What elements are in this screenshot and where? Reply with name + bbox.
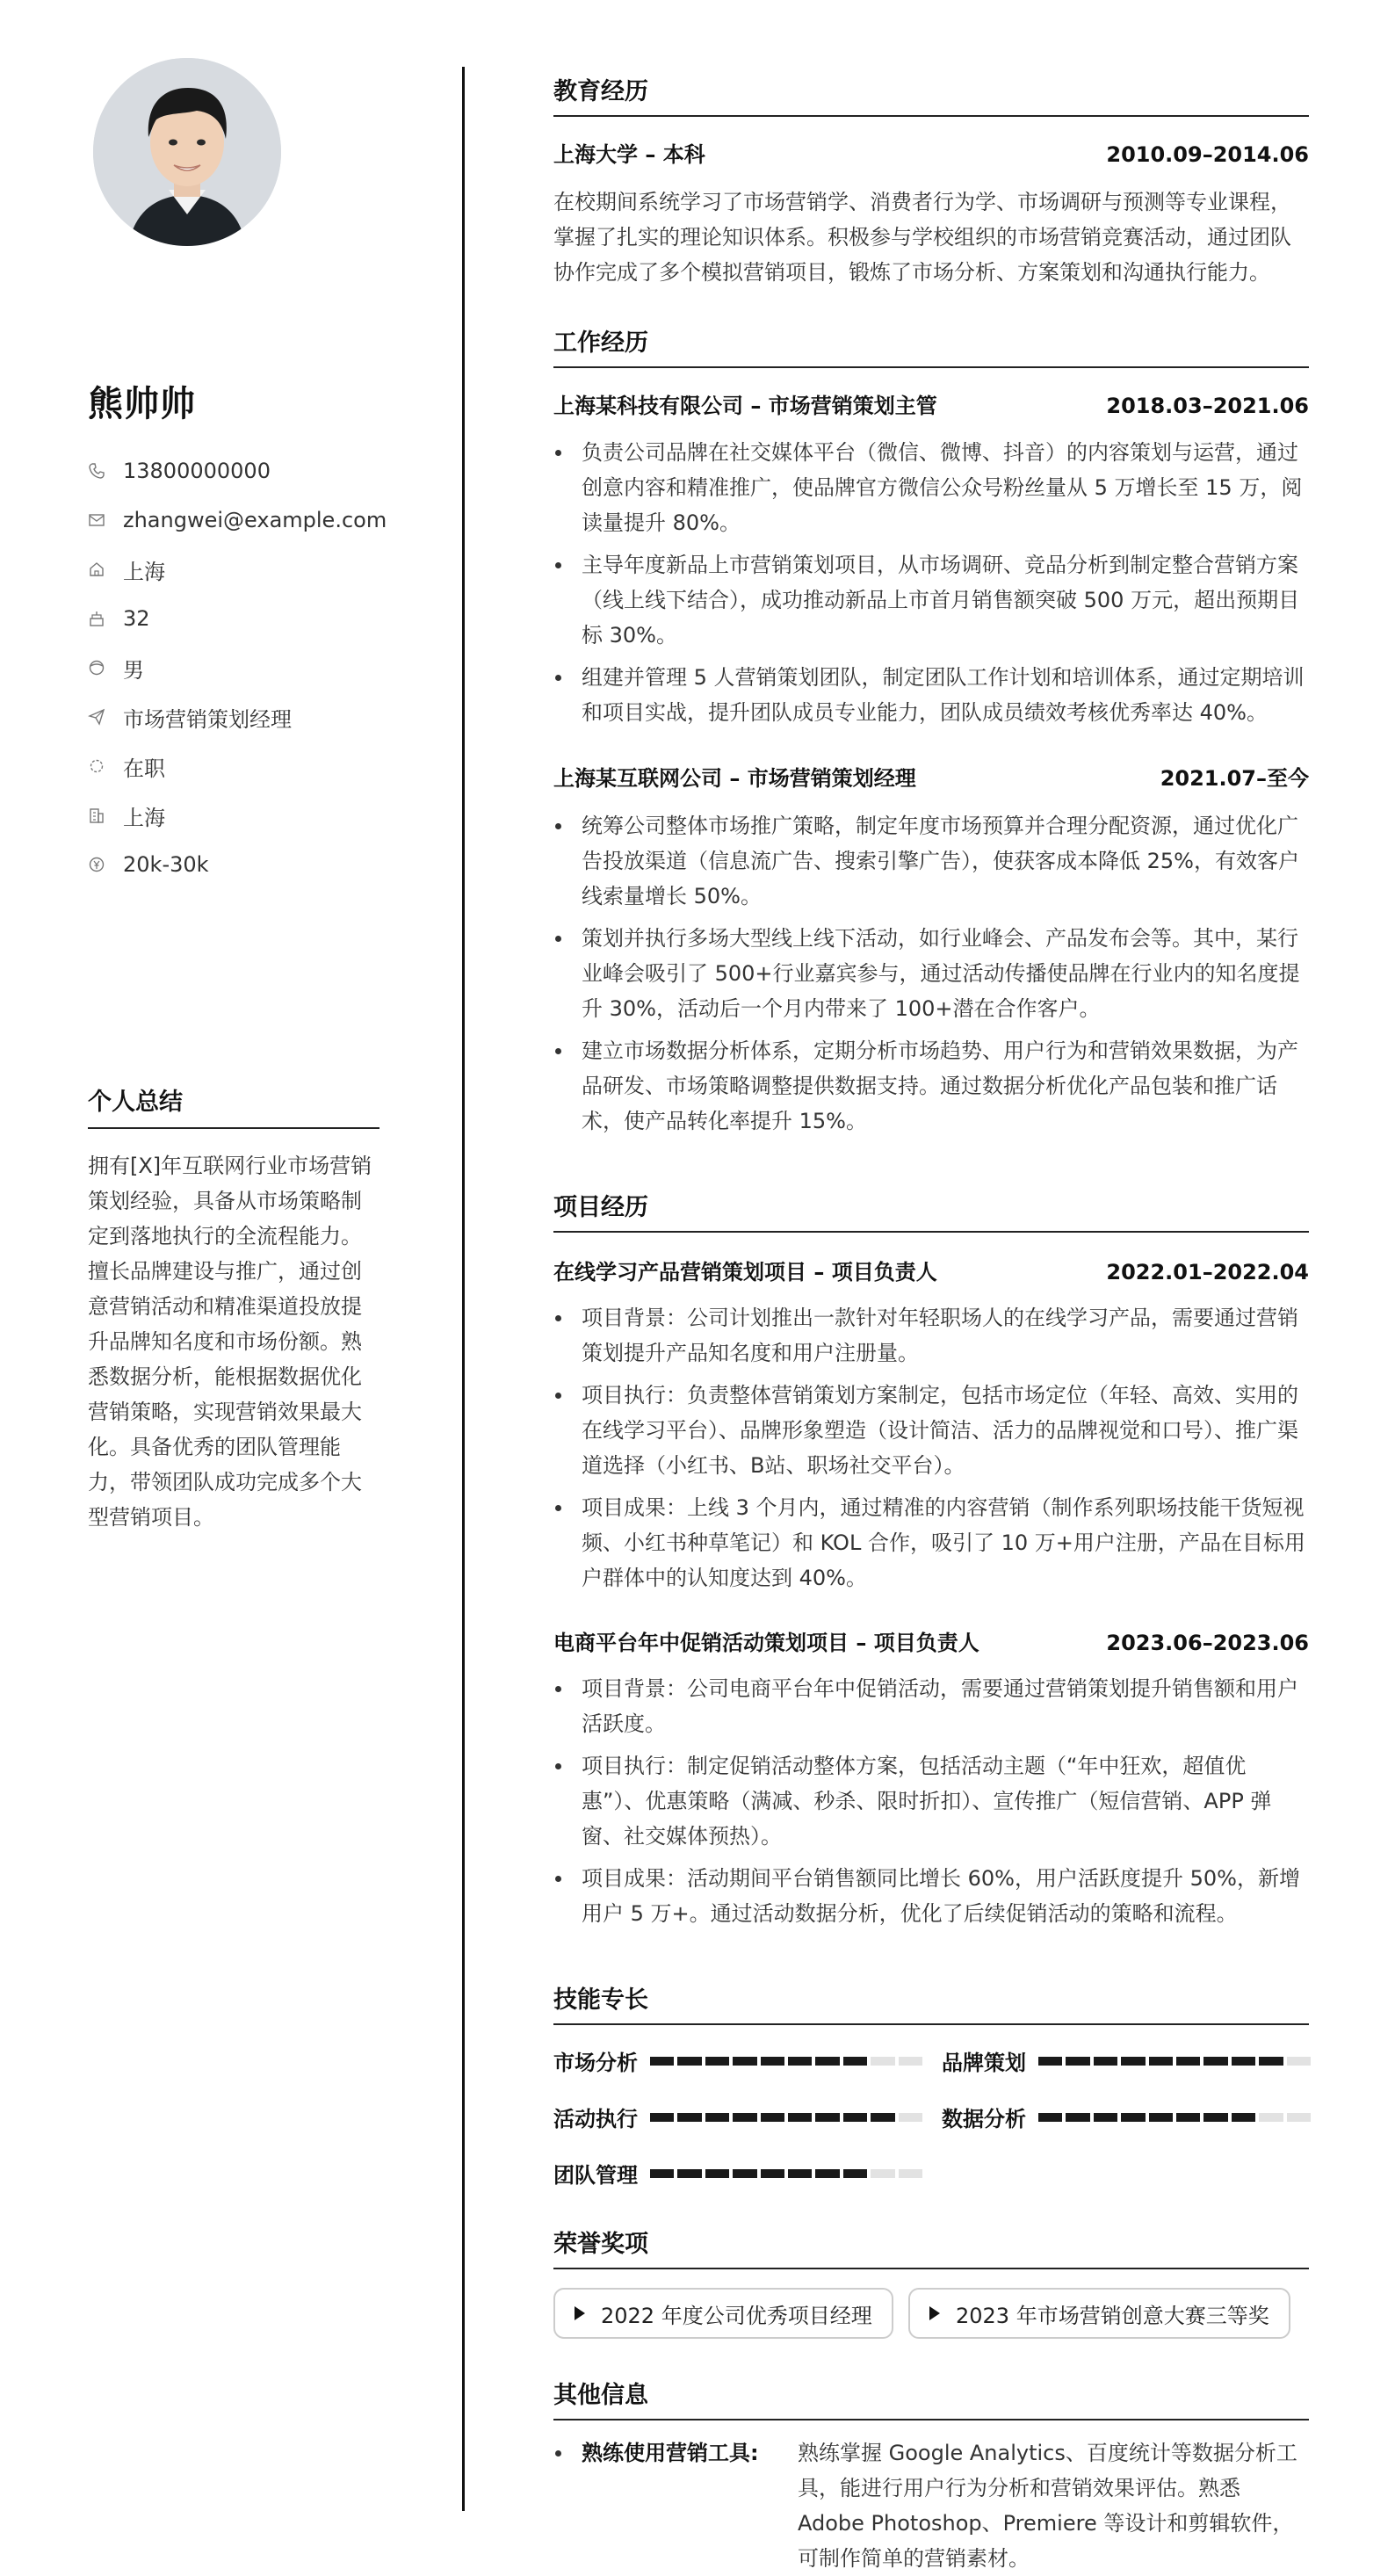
skill-bar-segment: [677, 2113, 701, 2122]
skill-bar-segment: [815, 2113, 839, 2122]
skill-bar-segment: [705, 2113, 729, 2122]
skill-bar-segment: [1149, 2113, 1173, 2122]
skill-bar-segment: [843, 2113, 867, 2122]
skill-bar-segment: [1232, 2057, 1255, 2066]
skill-level-bar: [1038, 2057, 1311, 2066]
avatar: [93, 58, 281, 246]
skill-bar-segment: [1287, 2057, 1311, 2066]
skill-bar-segment: [1149, 2057, 1173, 2066]
triangle-icon: [575, 2306, 585, 2320]
location-text: 上海: [123, 559, 165, 584]
phone-row: [88, 446, 379, 496]
project-1-period: 2022.01–2022.04: [1106, 1260, 1309, 1284]
skill-item: [553, 2102, 922, 2132]
skill-bar-segment: [650, 2169, 674, 2178]
send-icon: [88, 708, 105, 726]
skills-section-title: 技能专长: [553, 1980, 1309, 2025]
work-entry-2-head: [553, 761, 1309, 792]
skill-bar-segment: [761, 2057, 784, 2066]
skill-bar-segment: [899, 2169, 922, 2178]
projects-section-title-wrap: [553, 1188, 1309, 1233]
other-section-title-wrap: [553, 2376, 1309, 2420]
skill-bar-segment: [815, 2169, 839, 2178]
skill-bar-segment: [705, 2057, 729, 2066]
project-1-bullets: [553, 1300, 1309, 1596]
work-entry-1-bullets: [553, 435, 1309, 730]
project-2-bullet: 项目背景：公司电商平台年中促销活动，需要通过营销策划提升销售额和用户活跃度。: [553, 1671, 1309, 1741]
skill-name: 市场分析: [553, 2051, 638, 2075]
skill-item: [553, 2045, 922, 2076]
skill-bar-segment: [1121, 2057, 1145, 2066]
awards-section-title-wrap: [553, 2225, 1309, 2269]
work-section-title-wrap: [553, 323, 1309, 368]
salary-text: 20k-30k: [123, 852, 209, 877]
age-row: [88, 594, 379, 643]
email-row: [88, 496, 387, 545]
other-info-item: [553, 2435, 1309, 2576]
work-entry-1-title: 上海某科技有限公司 – 市场营销策划主管: [553, 394, 937, 418]
project-1-title: 在线学习产品营销策划项目 – 项目负责人: [553, 1260, 937, 1284]
status-text: 在职: [123, 756, 165, 781]
skill-bar-segment: [761, 2169, 784, 2178]
skill-name: 品牌策划: [942, 2051, 1026, 2075]
skill-bar-segment: [1066, 2113, 1089, 2122]
building-icon: [88, 807, 105, 824]
project-1-bullet: 项目执行：负责整体营销策划方案制定，包括市场定位（年轻、高效、实用的在线学习平台）、品牌形象塑造（设计简洁、活力的品牌视觉和口号）、推广渠道选择（小红书、B站、职场社交平台）。: [553, 1378, 1309, 1483]
skill-bar-segment: [843, 2169, 867, 2178]
project-2-bullet: 项目成果：活动期间平台销售额同比增长 60%，用户活跃度提升 50%，新增用户 5 万+。通过活动数据分析，优化了后续促销活动的策略和流程。: [553, 1861, 1309, 1931]
skill-bar-segment: [788, 2113, 812, 2122]
gender-row: [88, 643, 379, 692]
skill-bar-segment: [1232, 2113, 1255, 2122]
work-entry-1-head: [553, 388, 1309, 419]
candidate-name: 熊帅帅: [88, 384, 196, 424]
sidebar: [88, 58, 379, 246]
skill-bar-segment: [1259, 2113, 1283, 2122]
position-row: [88, 692, 379, 742]
project-2-title: 电商平台年中促销活动策划项目 – 项目负责人: [553, 1631, 979, 1655]
skill-bar-segment: [650, 2057, 674, 2066]
skill-item: [553, 2158, 922, 2189]
work-entry-1-bullet: 主导年度新品上市营销策划项目，从市场调研、竞品分析到制定整合营销方案（线上线下结合），成功推动新品上市首月销售额突破 500 万元，超出预期目标 30%。: [553, 547, 1309, 653]
skill-bar-segment: [871, 2057, 894, 2066]
location-row: [88, 545, 379, 594]
age-text: 32: [123, 606, 150, 631]
skill-bar-segment: [1203, 2057, 1227, 2066]
mail-icon: [88, 511, 105, 529]
skill-bar-segment: [733, 2057, 756, 2066]
projects-section-title: 项目经历: [553, 1188, 1309, 1233]
skill-bar-segment: [1121, 2113, 1145, 2122]
skill-bar-segment: [1094, 2057, 1117, 2066]
status-row: [88, 742, 379, 791]
project-2-bullet: 项目执行：制定促销活动整体方案，包括活动主题（“年中狂欢，超值优惠”）、优惠策略（满减、秒杀、限时折扣）、宣传推广（短信营销、APP 弹窗、社交媒体预热）。: [553, 1748, 1309, 1854]
status-icon: [88, 757, 105, 775]
skill-name: 活动执行: [553, 2107, 638, 2131]
skill-bar-segment: [1259, 2057, 1283, 2066]
project-1-bullet: 项目成果：上线 3 个月内，通过精准的内容营销（制作系列职场技能干货短视频、小红书种草笔记）和 KOL 合作，吸引了 10 万+用户注册，产品在目标用户群体中的认知度达到 40%。: [553, 1490, 1309, 1596]
phone-text: 13800000000: [123, 459, 271, 483]
skill-item: [942, 2102, 1311, 2132]
skill-bar-segment: [650, 2113, 674, 2122]
education-section-title: 教育经历: [553, 72, 1309, 117]
skill-bar-segment: [788, 2057, 812, 2066]
education-school: 上海大学 – 本科: [553, 142, 705, 167]
email-text: zhangwei@example.com: [123, 508, 387, 532]
award-text: 2022 年度公司优秀项目经理: [601, 2303, 872, 2328]
bullet-dot: [553, 2435, 582, 2576]
award-badge: [553, 2288, 893, 2339]
gender-icon: [88, 659, 105, 677]
other-section-title: 其他信息: [553, 2376, 1309, 2420]
skill-level-bar: [650, 2057, 922, 2066]
work-entry-2-bullets: [553, 808, 1309, 1139]
skill-bar-segment: [871, 2169, 894, 2178]
skill-bar-segment: [677, 2057, 701, 2066]
project-2-bullets: [553, 1671, 1309, 1931]
skill-item: [942, 2045, 1311, 2076]
award-badge: [908, 2288, 1290, 2339]
education-description: 在校期间系统学习了市场营销学、消费者行为学、市场调研与预测等专业课程，掌握了扎实的理论知识体系。积极参与学校组织的市场营销竞赛活动，通过团队协作完成了多个模拟营销项目，锻炼了市场分析、方案策划和沟通执行能力。: [553, 190, 1291, 285]
project-1-head: [553, 1255, 1309, 1285]
skill-bar-segment: [899, 2057, 922, 2066]
skill-bar-segment: [733, 2169, 756, 2178]
summary-text: 拥有[X]年互联网行业市场营销策划经验，具备从市场策略制定到落地执行的全流程能力。擅长品牌建设与推广，通过创意营销活动和精准渠道投放提升品牌知名度和市场份额。熟悉数据分析，能根据数据优化营销策略，实现营销效果最大化。具备优秀的团队管理能力，带领团队成功完成多个大型营销项目。: [88, 1154, 372, 1530]
skill-bar-segment: [1038, 2057, 1062, 2066]
work-entry-2-bullet: 策划并执行多场大型线上线下活动，如行业峰会、产品发布会等。其中，某行业峰会吸引了 500+行业嘉宾参与，通过活动传播使品牌在行业内的知名度提升 30%，活动后一个月内带来了 100+潜在合作客户。: [553, 921, 1309, 1026]
skills-section-title-wrap: [553, 1980, 1309, 2025]
summary-section: [88, 1082, 379, 1535]
work-entry-2-bullet: 统筹公司整体市场推广策略，制定年度市场预算并合理分配资源，通过优化广告投放渠道（信息流广告、搜索引擎广告），使获客成本降低 25%，有效客户线索量增长 50%。: [553, 808, 1309, 914]
skill-level-bar: [650, 2169, 922, 2178]
project-2-head: [553, 1625, 1309, 1656]
city-row: [88, 791, 379, 840]
gender-text: 男: [123, 657, 144, 683]
work-entry-1-period: 2018.03–2021.06: [1106, 394, 1309, 418]
other-info-label: 熟练使用营销工具:: [582, 2441, 759, 2465]
phone-icon: [88, 462, 105, 480]
skill-name: 数据分析: [942, 2107, 1026, 2131]
other-info-text: 熟练掌握 Google Analytics、百度统计等数据分析工具，能进行用户行为分析和营销效果评估。熟悉 Adobe Photoshop、Premiere 等设计和剪辑软件，可制作简单的营销素材。: [798, 2441, 1297, 2571]
education-section-title-wrap: [553, 72, 1309, 117]
skill-bar-segment: [1094, 2113, 1117, 2122]
skill-bar-segment: [815, 2057, 839, 2066]
project-1-bullet: 项目背景：公司计划推出一款针对年轻职场人的在线学习产品，需要通过营销策划提升产品知名度和用户注册量。: [553, 1300, 1309, 1371]
work-entry-2-bullet: 建立市场数据分析体系，定期分析市场趋势、用户行为和营销效果数据，为产品研发、市场策略调整提供数据支持。通过数据分析优化产品包装和推广话术，使产品转化率提升 15%。: [553, 1033, 1309, 1139]
work-section-title: 工作经历: [553, 323, 1309, 368]
skill-bar-segment: [788, 2169, 812, 2178]
skill-bar-segment: [761, 2113, 784, 2122]
summary-title: 个人总结: [88, 1082, 379, 1129]
skill-bar-segment: [1176, 2113, 1200, 2122]
work-entry-1-bullet: 组建并管理 5 人营销策划团队，制定团队工作计划和培训体系，通过定期培训和项目实战，提升团队成员专业能力，团队成员绩效考核优秀率达 40%。: [553, 660, 1309, 730]
skill-bar-segment: [1038, 2113, 1062, 2122]
skill-bar-segment: [899, 2113, 922, 2122]
skill-bar-segment: [871, 2113, 894, 2122]
city-text: 上海: [123, 805, 165, 830]
education-entry-head: [553, 137, 1309, 168]
awards-section-title: 荣誉奖项: [553, 2225, 1309, 2269]
education-period: 2010.09–2014.06: [1106, 142, 1309, 167]
skill-bar-segment: [843, 2057, 867, 2066]
skill-bar-segment: [1066, 2057, 1089, 2066]
column-divider: [462, 67, 465, 2511]
skill-bar-segment: [733, 2113, 756, 2122]
triangle-icon: [929, 2306, 940, 2320]
cake-icon: [88, 610, 105, 627]
contact-info: [88, 446, 387, 889]
project-2-period: 2023.06–2023.06: [1106, 1631, 1309, 1655]
home-icon: [88, 561, 105, 578]
work-entry-2-period: 2021.07–至今: [1160, 766, 1309, 791]
work-entry-2-title: 上海某互联网公司 – 市场营销策划经理: [553, 766, 916, 791]
work-entry-1-bullet: 负责公司品牌在社交媒体平台（微信、微博、抖音）的内容策划与运营，通过创意内容和精准推广，使品牌官方微信公众号粉丝量从 5 万增长至 15 万，阅读量提升 80%。: [553, 435, 1309, 540]
skill-bar-segment: [1203, 2113, 1227, 2122]
skill-bar-segment: [705, 2169, 729, 2178]
skill-level-bar: [1038, 2113, 1311, 2122]
skill-level-bar: [650, 2113, 922, 2122]
award-text: 2023 年市场营销创意大赛三等奖: [956, 2303, 1269, 2328]
skill-bar-segment: [677, 2169, 701, 2178]
skill-name: 团队管理: [553, 2163, 638, 2188]
skill-bar-segment: [1287, 2113, 1311, 2122]
position-text: 市场营销策划经理: [123, 706, 292, 732]
skill-bar-segment: [1176, 2057, 1200, 2066]
money-icon: [88, 856, 105, 873]
salary-row: [88, 840, 379, 889]
